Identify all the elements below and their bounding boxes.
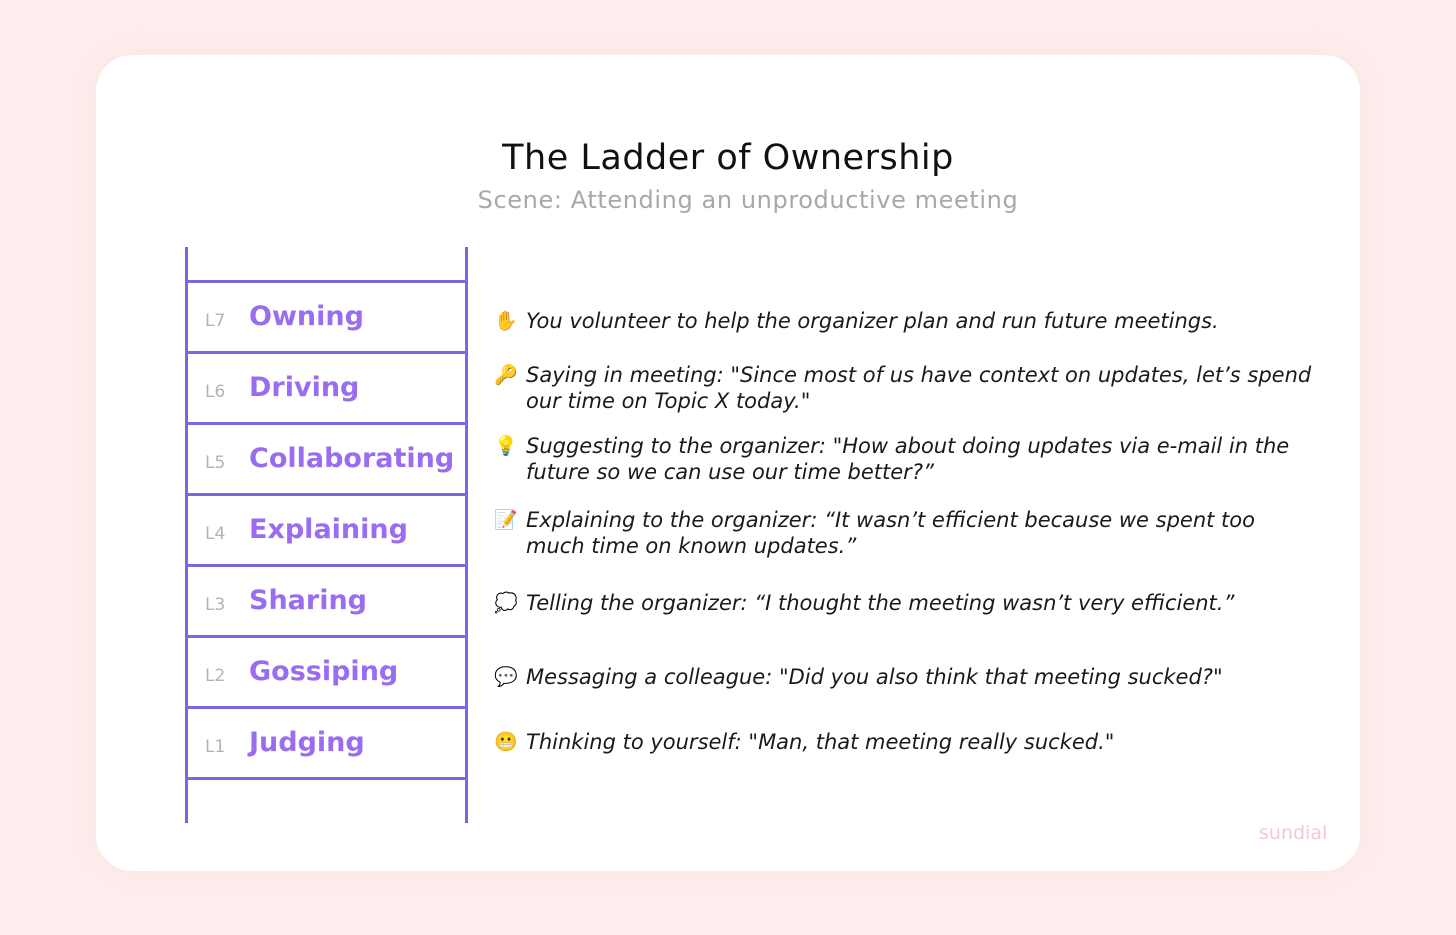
description-text: Messaging a colleague: "Did you also think that meeting sucked?" — [526, 665, 1223, 689]
description-driving — [494, 362, 1324, 414]
ladder-rung — [185, 777, 468, 780]
description-gossiping — [494, 664, 1324, 690]
ladder-level-judging — [188, 709, 465, 777]
ladder-level-sharing — [188, 567, 465, 635]
level-code: L5 — [205, 453, 226, 473]
thought-balloon-icon: 💭 — [494, 592, 518, 614]
level-name: Collaborating — [249, 443, 455, 474]
description-text: Suggesting to the organizer: "How about doing updates via e-mail in the future so we can use our time better?” — [526, 434, 1290, 484]
level-code: L2 — [205, 666, 226, 686]
level-name: Sharing — [249, 585, 368, 616]
level-code: L7 — [205, 311, 226, 331]
raised-hand-icon: ✋ — [494, 310, 518, 332]
memo-icon: 📝 — [494, 509, 518, 531]
level-name: Driving — [249, 372, 360, 403]
description-owning — [494, 308, 1324, 334]
level-code: L6 — [205, 382, 226, 402]
ladder-level-owning — [188, 283, 465, 351]
level-name: Explaining — [249, 514, 408, 545]
level-code: L3 — [205, 595, 226, 615]
light-bulb-icon: 💡 — [494, 435, 518, 457]
description-judging — [494, 729, 1324, 755]
level-name: Owning — [249, 301, 364, 332]
brand-logo: sundial — [1259, 822, 1328, 844]
key-icon: 🔑 — [494, 364, 518, 386]
description-text: Thinking to yourself: "Man, that meeting really sucked." — [526, 730, 1115, 754]
level-name: Gossiping — [249, 656, 399, 687]
diagram-title: The Ladder of Ownership — [502, 138, 954, 178]
description-text: Explaining to the organizer: “It wasn’t efficient because we spent too much time on known updates.” — [526, 508, 1255, 558]
diagram-subtitle: Scene: Attending an unproductive meeting — [477, 186, 1019, 214]
level-code: L1 — [205, 737, 226, 757]
ladder-level-gossiping — [188, 638, 465, 706]
ladder-right-rail — [465, 247, 468, 823]
level-code: L4 — [205, 524, 226, 544]
speech-balloon-icon: 💬 — [494, 666, 518, 688]
description-text: Telling the organizer: “I thought the meeting wasn’t very efficient.” — [526, 591, 1235, 615]
ladder-level-collaborating — [188, 425, 465, 493]
description-collaborating — [494, 433, 1324, 485]
level-name: Judging — [249, 727, 365, 758]
description-text: Saying in meeting: "Since most of us have context on updates, let’s spend our time on Topic X today." — [526, 363, 1312, 413]
description-explaining — [494, 507, 1324, 559]
grimacing-face-icon: 😬 — [494, 731, 518, 753]
ladder-level-driving — [188, 354, 465, 422]
description-text: You volunteer to help the organizer plan and run future meetings. — [526, 309, 1219, 333]
ladder-level-explaining — [188, 496, 465, 564]
description-sharing — [494, 590, 1324, 616]
